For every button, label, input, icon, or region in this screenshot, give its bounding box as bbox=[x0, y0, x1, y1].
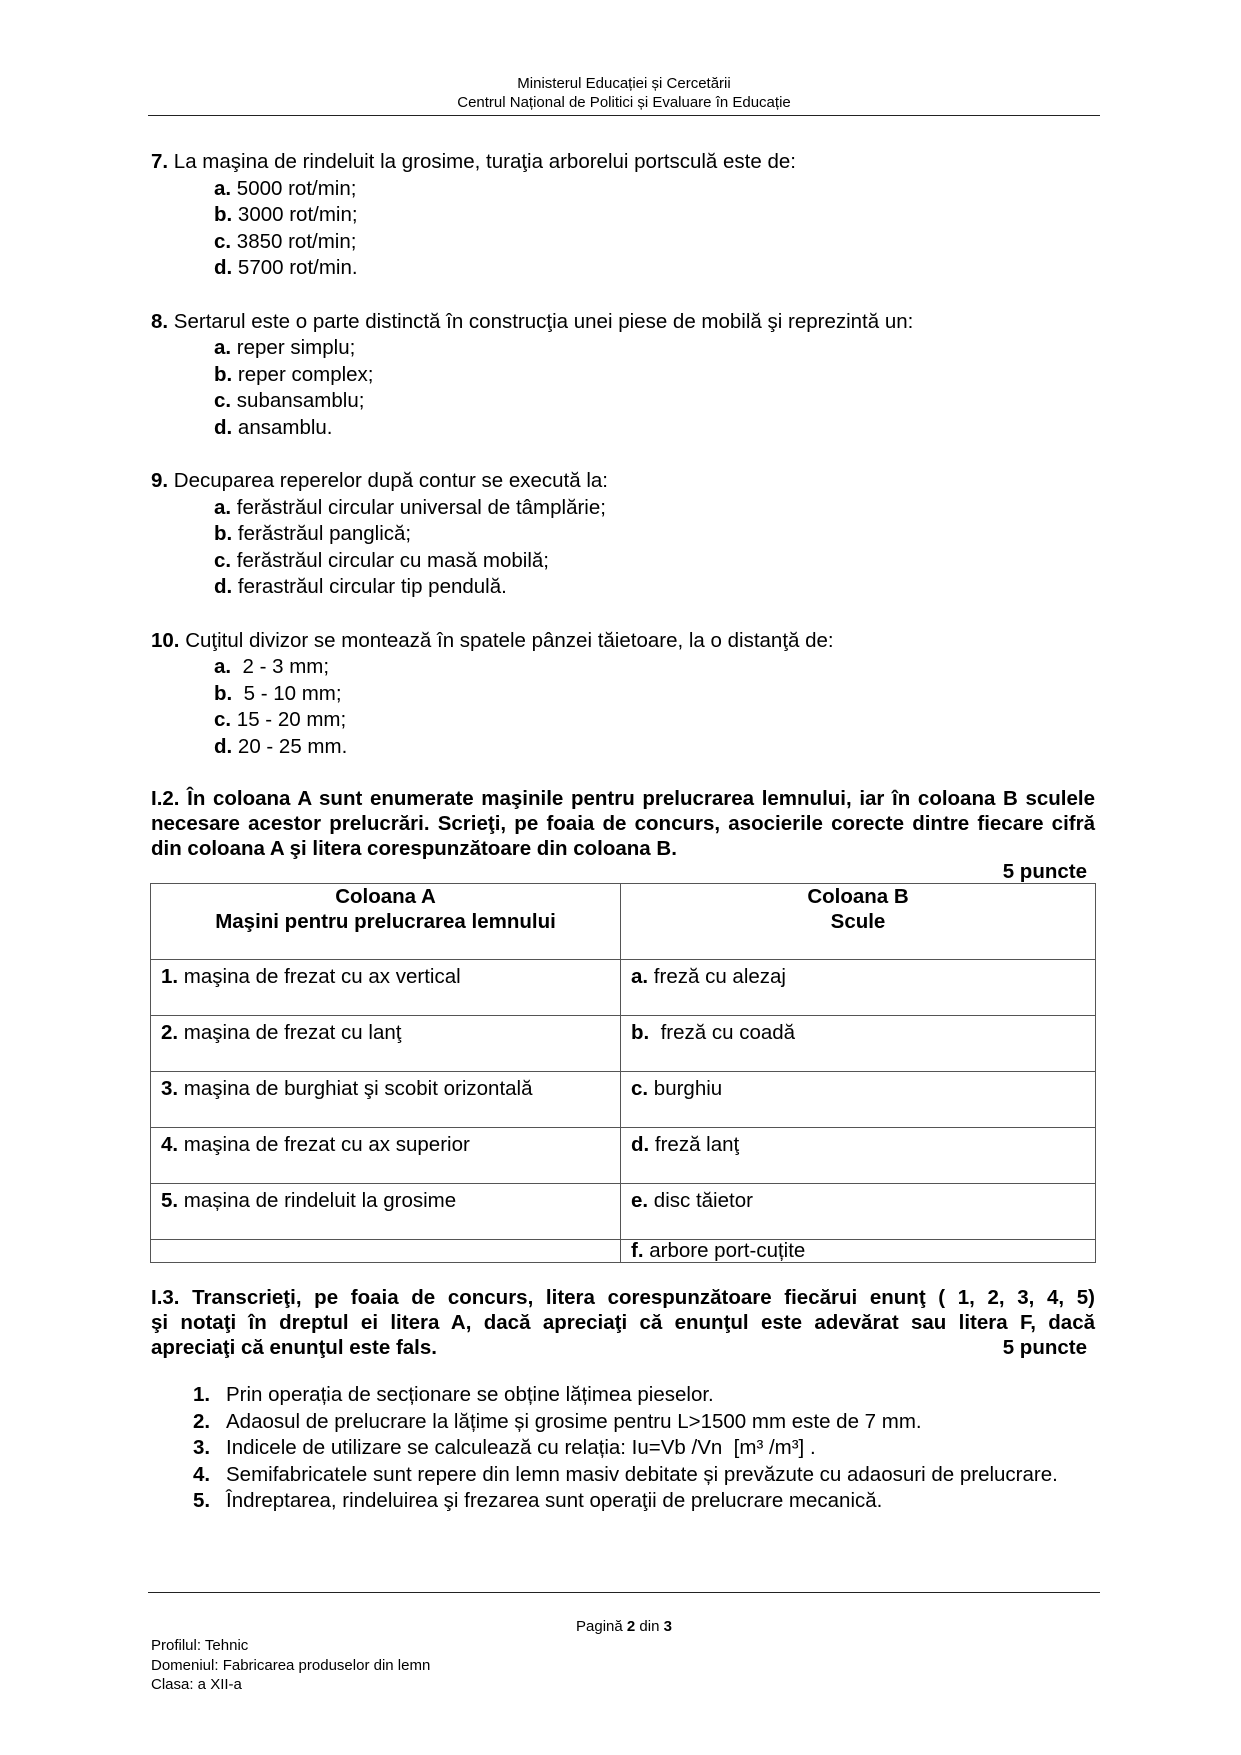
column-a-cell bbox=[151, 1184, 621, 1240]
section-i2-instruction: I.2. În coloana A sunt enumerate maşinile pentru prelucrarea lemnului, iar în coloana B sculele necesare acestor prelucrări. Scrieţi, pe foaia de concurs, asocierile corecte dintre fiecare cifră din coloana A şi litera corespunzătoare din coloana B. bbox=[151, 787, 1095, 860]
statement-item bbox=[193, 1435, 1095, 1462]
option-letter: d. bbox=[214, 734, 233, 758]
option-text: 3850 rot/min; bbox=[231, 229, 357, 253]
option-text: ferăstrăul circular universal de tâmplărie; bbox=[231, 495, 606, 519]
option-letter: b. bbox=[214, 362, 233, 386]
footer-divider bbox=[148, 1592, 1100, 1593]
column-a-header bbox=[151, 884, 621, 960]
option-text: ansamblu. bbox=[232, 415, 333, 439]
option-text: reper complex; bbox=[232, 362, 374, 386]
section-i3-instruction-line: I.3. Transcrieţi, pe foaia de concurs, litera corespunzătoare fiecărui enunţ ( 1, 2, 3, 4, 5) bbox=[151, 1286, 1095, 1309]
item-number: 2. bbox=[161, 1021, 179, 1044]
answer-option bbox=[214, 521, 1095, 548]
statement-text: Indicele de utilizare se calculează cu relația: Iu=Vb /Vn [m³ /m³] . bbox=[226, 1436, 816, 1459]
header-center: Centrul Național de Politici și Evaluare în Educație bbox=[457, 94, 791, 111]
column-b-header bbox=[621, 884, 1096, 960]
item-text: arbore port-cuțite bbox=[643, 1239, 806, 1262]
option-letter: c. bbox=[214, 389, 232, 412]
answer-option bbox=[214, 176, 1095, 203]
item-letter: f. bbox=[631, 1239, 644, 1262]
option-letter: b. bbox=[214, 203, 233, 226]
table-row bbox=[151, 1016, 1096, 1072]
question-text: Cuţitul divizor se montează în spatele pânzei tăietoare, la o distanţă de: bbox=[179, 628, 834, 652]
statement-text: Semifabricatele sunt repere din lemn masiv debitate și prevăzute cu adaosuri de prelucrare. bbox=[226, 1462, 1058, 1486]
option-text: reper simplu; bbox=[231, 336, 356, 359]
item-text: freză cu coadă bbox=[649, 1021, 796, 1044]
column-b-cell bbox=[621, 1072, 1096, 1128]
statement-number: 3. bbox=[193, 1436, 211, 1459]
table-row bbox=[151, 1184, 1096, 1240]
option-letter: b. bbox=[214, 681, 233, 705]
footer-class: Clasa: a XII-a bbox=[151, 1676, 242, 1693]
option-letter: d. bbox=[214, 415, 233, 439]
option-letter: d. bbox=[214, 575, 233, 598]
column-b-cell bbox=[621, 1240, 1096, 1263]
item-number: 1. bbox=[161, 965, 179, 988]
item-letter: c. bbox=[631, 1077, 649, 1100]
question-text: La maşina de rindeluit la grosime, turaţia arborelui portsculă este de: bbox=[168, 150, 796, 173]
section-i3-instruction-line: şi notaţi în dreptul ei litera A, dacă apreciaţi că enunţul este adevărat sau litera F, dacă bbox=[151, 1311, 1095, 1334]
footer-domain: Domeniul: Fabricarea produselor din lemn bbox=[151, 1656, 431, 1674]
question-number: 8. bbox=[151, 309, 169, 333]
column-b-cell bbox=[621, 1128, 1096, 1184]
statement-item bbox=[193, 1488, 1095, 1515]
answer-option bbox=[214, 548, 1095, 575]
item-letter: a. bbox=[631, 965, 649, 988]
column-b-cell bbox=[621, 960, 1096, 1016]
question-number: 10. bbox=[151, 628, 180, 652]
answer-option bbox=[214, 654, 1095, 681]
option-text: 5700 rot/min. bbox=[232, 256, 358, 279]
column-a-cell bbox=[151, 1072, 621, 1128]
answer-option bbox=[214, 734, 1095, 761]
item-text: freză cu alezaj bbox=[648, 965, 786, 988]
option-letter: d. bbox=[214, 256, 233, 279]
statement-text: Îndreptarea, rindeluirea şi frezarea sunt operaţii de prelucrare mecanică. bbox=[226, 1489, 883, 1512]
option-letter: b. bbox=[214, 522, 233, 545]
option-text: ferăstrăul panglică; bbox=[232, 522, 412, 545]
footer-meta bbox=[151, 1636, 430, 1695]
option-text: 2 - 3 mm; bbox=[231, 655, 330, 678]
section-i2 bbox=[151, 786, 1095, 1263]
statement-number: 5. bbox=[193, 1489, 211, 1512]
statement-text: Adaosul de prelucrare la lățime și grosime pentru L>1500 mm este de 7 mm. bbox=[226, 1409, 922, 1433]
item-text: maşina de burghiat şi scobit orizontală bbox=[178, 1077, 533, 1100]
section-i3-points: 5 puncte bbox=[1002, 1336, 1087, 1359]
column-a-cell bbox=[151, 1240, 621, 1263]
option-letter: a. bbox=[214, 495, 232, 519]
option-letter: a. bbox=[214, 655, 232, 678]
option-text: 20 - 25 mm. bbox=[232, 734, 348, 758]
option-letter: c. bbox=[214, 708, 232, 731]
item-letter: b. bbox=[631, 1021, 650, 1044]
column-a-title: Coloana A bbox=[335, 885, 436, 908]
table-row bbox=[151, 1072, 1096, 1128]
matching-table bbox=[150, 883, 1096, 1263]
option-letter: a. bbox=[214, 336, 232, 359]
statement-item bbox=[193, 1462, 1095, 1489]
section-i2-points: 5 puncte bbox=[1002, 860, 1087, 883]
statement-number: 1. bbox=[193, 1383, 211, 1406]
item-text: maşina de frezat cu ax superior bbox=[178, 1133, 470, 1156]
column-b-title: Coloana B bbox=[807, 885, 909, 908]
option-letter: a. bbox=[214, 176, 232, 200]
page-header bbox=[148, 74, 1100, 112]
header-ministry: Ministerul Educației și Cercetării bbox=[517, 75, 731, 92]
answer-option bbox=[214, 681, 1095, 708]
page-label: Pagină bbox=[576, 1618, 627, 1635]
footer-profile: Profilul: Tehnic bbox=[151, 1637, 249, 1654]
page-separator: din bbox=[635, 1618, 664, 1635]
answer-option bbox=[214, 255, 1095, 282]
option-text: 3000 rot/min; bbox=[232, 203, 358, 226]
column-a-cell bbox=[151, 1128, 621, 1184]
statement-item bbox=[193, 1409, 1095, 1436]
answer-option bbox=[214, 335, 1095, 362]
question-8 bbox=[151, 309, 1095, 442]
item-number: 5. bbox=[161, 1189, 179, 1212]
column-b-cell bbox=[621, 1184, 1096, 1240]
item-text: maşina de frezat cu lanţ bbox=[178, 1021, 402, 1044]
question-number: 7. bbox=[151, 150, 169, 173]
question-text: Decuparea reperelor după contur se execută la: bbox=[168, 469, 608, 492]
option-text: ferăstrăul circular cu masă mobilă; bbox=[231, 548, 549, 572]
option-text: 5000 rot/min; bbox=[231, 176, 357, 200]
option-text: 15 - 20 mm; bbox=[231, 708, 347, 731]
item-text: mașina de rindeluit la grosime bbox=[178, 1189, 457, 1212]
column-a-subtitle: Maşini pentru prelucrarea lemnului bbox=[215, 910, 556, 933]
statement-text: Prin operația de secționare se obține lățimea pieselor. bbox=[226, 1383, 714, 1406]
item-text: freză lanţ bbox=[649, 1133, 740, 1156]
item-letter: e. bbox=[631, 1189, 649, 1212]
column-b-cell bbox=[621, 1016, 1096, 1072]
option-text: 5 - 10 mm; bbox=[232, 681, 342, 705]
option-letter: c. bbox=[214, 229, 232, 253]
option-letter: c. bbox=[214, 548, 232, 572]
question-7 bbox=[151, 149, 1095, 282]
answer-option bbox=[214, 415, 1095, 442]
table-row bbox=[151, 960, 1096, 1016]
item-text: maşina de frezat cu ax vertical bbox=[178, 965, 461, 988]
answer-option bbox=[214, 707, 1095, 734]
item-letter: d. bbox=[631, 1133, 650, 1156]
column-a-cell bbox=[151, 960, 621, 1016]
question-9 bbox=[151, 468, 1095, 601]
answer-option bbox=[214, 202, 1095, 229]
page-number bbox=[148, 1617, 1100, 1636]
item-text: disc tăietor bbox=[648, 1189, 753, 1212]
statement-item bbox=[193, 1382, 1095, 1409]
option-text: ferastrăul circular tip pendulă. bbox=[232, 575, 507, 598]
exam-content bbox=[151, 149, 1095, 1515]
table-row bbox=[151, 1128, 1096, 1184]
answer-option bbox=[214, 229, 1095, 256]
answer-option bbox=[214, 574, 1095, 601]
page-total: 3 bbox=[663, 1618, 672, 1635]
answer-option bbox=[214, 495, 1095, 522]
column-a-cell bbox=[151, 1016, 621, 1072]
section-i3 bbox=[151, 1285, 1095, 1515]
page-current: 2 bbox=[626, 1618, 636, 1635]
question-number: 9. bbox=[151, 469, 169, 492]
answer-option bbox=[214, 388, 1095, 415]
section-i3-instruction-line: apreciaţi că enunţul este fals. bbox=[151, 1336, 437, 1359]
table-header-row bbox=[151, 884, 1096, 960]
table-row bbox=[151, 1240, 1096, 1263]
header-divider bbox=[148, 115, 1100, 116]
item-number: 4. bbox=[161, 1133, 179, 1156]
item-text: burghiu bbox=[648, 1077, 723, 1100]
question-10 bbox=[151, 628, 1095, 761]
statement-number: 2. bbox=[193, 1409, 211, 1433]
statement-list bbox=[151, 1382, 1095, 1515]
answer-option bbox=[214, 362, 1095, 389]
statement-number: 4. bbox=[193, 1462, 211, 1486]
option-text: subansamblu; bbox=[231, 389, 365, 412]
column-b-subtitle: Scule bbox=[830, 910, 886, 933]
item-number: 3. bbox=[161, 1077, 179, 1100]
question-text: Sertarul este o parte distinctă în construcţia unei piese de mobilă şi reprezintă un: bbox=[168, 309, 914, 333]
